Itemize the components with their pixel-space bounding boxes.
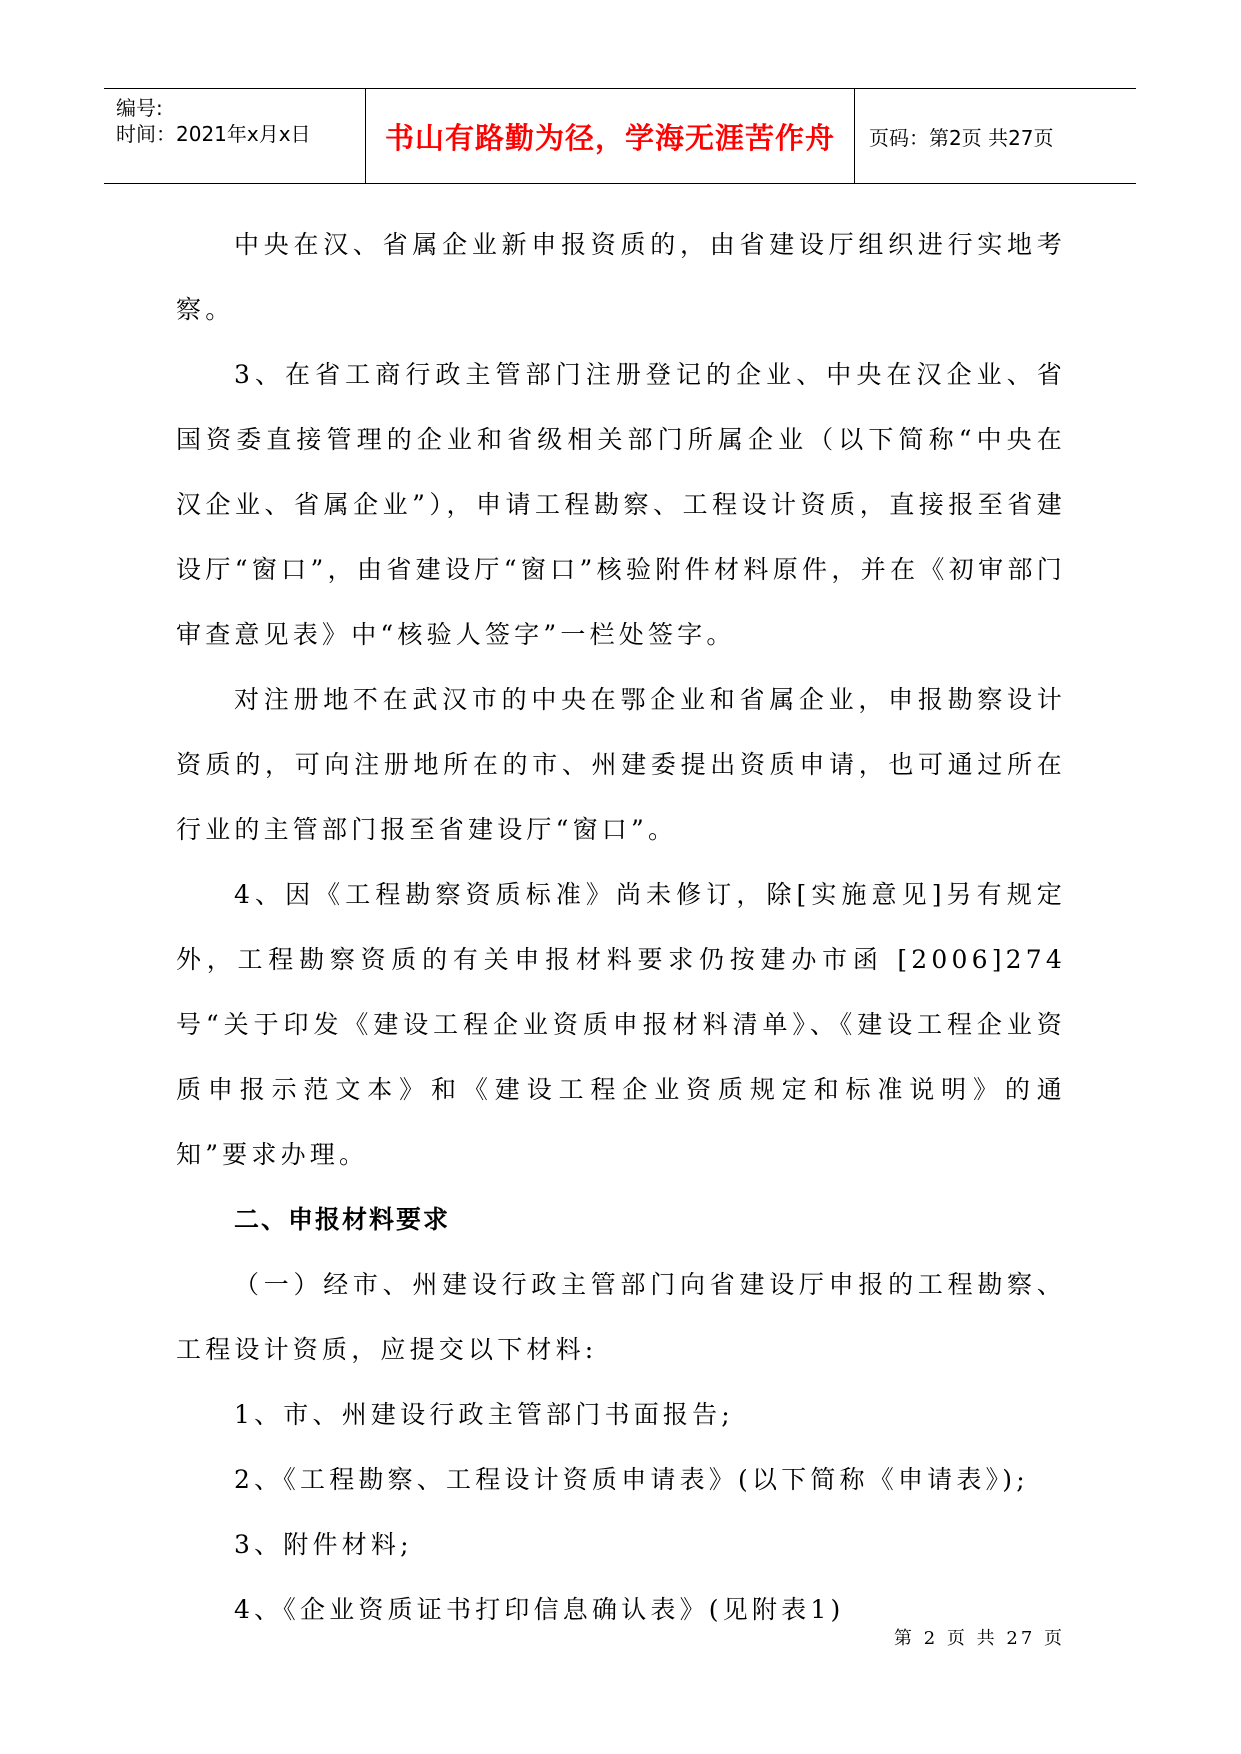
page-footer: 第 2 页 共 27 页	[894, 1628, 1065, 1649]
header-meta	[104, 89, 366, 183]
document-body	[176, 212, 1066, 1642]
paragraph: 4、因《工程勘察资质标准》尚未修订，除[实施意见]另有规定外，工程勘察资质的有关申报材料要求仍按建办市函 [2006]274号“关于印发《建设工程企业资质申报材料清单》、《建设工程企业资质申报示范文本》和《建设工程企业资质规定和标准说明》的通知”要求办理。	[176, 880, 1066, 1169]
list-item: 3、附件材料;	[234, 1530, 413, 1559]
paragraph: （一）经市、州建设行政主管部门向省建设厅申报的工程勘察、工程设计资质，应提交以下材料:	[176, 1270, 1066, 1364]
paragraph: 3、在省工商行政主管部门注册登记的企业、中央在汉企业、省国资委直接管理的企业和省级相关部门所属企业（以下简称“中央在汉企业、省属企业”），申请工程勘察、工程设计资质，直接报至省建设厅“窗口”，由省建设厅“窗口”核验附件材料原件，并在《初审部门审查意见表》中“核验人签字”一栏处签字。	[176, 360, 1066, 649]
time-label: 时间：2021年x月x日	[116, 122, 311, 146]
document-header	[104, 88, 1136, 184]
list-item: 2、《工程勘察、工程设计资质申请表》(以下简称《申请表》);	[234, 1465, 1029, 1494]
paragraph: 中央在汉、省属企业新申报资质的，由省建设厅组织进行实地考察。	[176, 230, 1066, 324]
section-heading: 二、申报材料要求	[234, 1205, 451, 1234]
header-motto: 书山有路勤为径，学海无涯苦作舟	[366, 89, 855, 183]
list-item: 4、《企业资质证书打印信息确认表》(见附表1)	[234, 1595, 845, 1624]
list-item: 1、市、州建设行政主管部门书面报告;	[234, 1400, 734, 1429]
paragraph: 对注册地不在武汉市的中央在鄂企业和省属企业，申报勘察设计资质的，可向注册地所在的市、州建委提出资质申请，也可通过所在行业的主管部门报至省建设厅“窗口”。	[176, 685, 1066, 844]
number-label: 编号:	[116, 96, 163, 120]
header-page-label: 页码：第2页 共27页	[869, 125, 1054, 150]
